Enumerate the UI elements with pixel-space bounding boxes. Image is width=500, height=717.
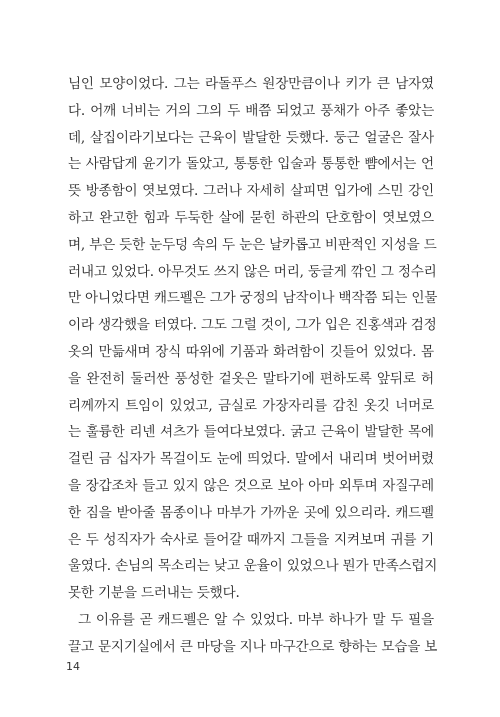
text-line: 옷의 만듦새며 장식 따위에 기품과 화려함이 깃들어 있었다. 몸	[68, 344, 434, 360]
text-line: 걸린 금 십자가 목걸이도 눈에 띄었다. 말에서 내리며 벗어버렸	[68, 451, 434, 468]
text-line: 을 장갑조차 들고 있지 않은 것으로 보아 아마 외투며 자질구레	[68, 478, 434, 494]
text-line: 며, 부은 듯한 눈두덩 속의 두 눈은 날카롭고 비판적인 지성을 드	[68, 236, 437, 253]
text-line: 님인 모양이었다. 그는 라돌푸스 원장만큼이나 키가 큰 남자였	[68, 76, 434, 92]
text-line: 만 아니었다면 캐드펠은 그가 궁정의 남작이나 백작쯤 되는 인물	[68, 290, 438, 307]
text-line: 는 사람답게 윤기가 돌았고, 통통한 입술과 통통한 뺨에서는 언	[68, 156, 434, 173]
text-line: 울였다. 손님의 목소리는 낮고 운율이 있었으나 뭔가 만족스럽지	[68, 558, 438, 575]
text-line: 하고 완고한 힘과 두둑한 살에 묻힌 하관의 단호함이 엿보였으	[68, 210, 434, 226]
text-line: 은 두 성직자가 숙사로 들어갈 때까지 그들을 지켜보며 귀를 기	[68, 531, 434, 548]
text-line: 다. 어깨 너비는 거의 그의 두 배쯤 되었고 풍채가 아주 좋았는	[68, 102, 434, 119]
text-line: 한 짐을 받아줄 몸종이나 마부가 가까운 곳에 있으리라. 캐드펠	[68, 504, 434, 521]
text-line: 데, 살집이라기보다는 근육이 발달한 듯했다. 둥근 얼굴은 잘사	[68, 129, 434, 146]
text-line: 못한 기분을 드러내는 듯했다.	[68, 585, 240, 602]
text-line: 끌고 문지기실에서 큰 마당을 지나 마구간으로 향하는 모습을 보	[68, 638, 438, 655]
text-line: 리께까지 트임이 있었고, 금실로 가장자리를 감친 옷깃 너머로	[68, 397, 434, 414]
text-line: 는 훌륭한 리넨 셔츠가 들여다보였다. 굵고 근육이 발달한 목에	[68, 424, 434, 441]
text-line: 이라 생각했을 터였다. 그도 그럴 것이, 그가 입은 진홍색과 검정	[68, 317, 437, 334]
page-number: 14	[66, 660, 80, 673]
text-line: 러내고 있었다. 아무것도 쓰지 않은 머리, 둥글게 깎인 그 정수리	[68, 263, 437, 280]
text-line: 을 완전히 둘러싼 풍성한 겉옷은 말타기에 편하도록 앞뒤로 허	[68, 370, 434, 387]
text-line: 뜻 방종함이 엿보였다. 그러나 자세히 살피면 입가에 스민 강인	[68, 183, 434, 200]
text-line: 그 이유를 곧 캐드펠은 알 수 있었다. 마부 하나가 말 두 필을	[78, 612, 434, 628]
